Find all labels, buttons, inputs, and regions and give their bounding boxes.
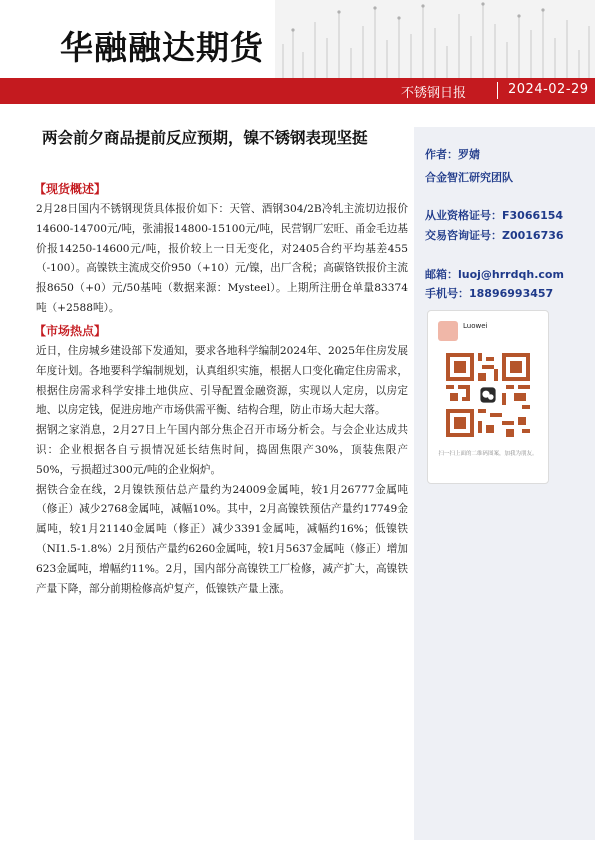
wechat-qr-code [446, 353, 530, 437]
section-heading-spot: 【现货概述】 [34, 182, 107, 196]
article-title: 两会前夕商品提前反应预期，镍不锈钢表现坚挺 [42, 129, 368, 147]
decorative-bar-graphic [275, 0, 595, 78]
section-body-market [36, 342, 408, 599]
report-date: 2024-02-29 [508, 82, 589, 97]
paragraph: 据钢之家消息，2月27日上午国内部分焦企召开市场分析会。与会企业达成共识：企业根据各自亏损情况延长结焦时间，捣固焦限产30%，顶装焦限产50%，亏损超过300元/吨的企业焖炉。 [36, 424, 408, 476]
research-team: 合金智汇研究团队 [425, 171, 513, 184]
qr-avatar [438, 321, 458, 341]
paragraph: 据铁合金在线，2月镍铁预估总产量约为24009金属吨，较1月26777金属吨（修正）减少2768金属吨，减幅10%。其中，2月高镍铁预估产量约17749金属吨，较1月21140金属吨（修正）减少3391金属吨，减幅约16%；低镍铁（NI1.5-1.8%）2月预估产量约6260金属吨，较1月5637金属吨（修正）增加623金属吨，增幅约11%。2月，国内部分高镍铁工厂检修，减产扩大，高镍铁产量下降，部分前期检修高炉复产，低镍铁产量上涨。 [36, 483, 408, 595]
paragraph: 近日，住房城乡建设部下发通知，要求各地科学编制2024年、2025年住房发展年度计划。各地要科学编制规划，认真组织实施，根据人口变化确定住房需求，根据住房需求科学安排土地供应、引导配置金融资源，实现以人定房，以房定地、以房定钱，促进房地产市场供需平衡、结构合理，防止市场大起大落。 [36, 345, 408, 417]
consult-number: 交易咨询证号：Z0016736 [425, 229, 564, 242]
section-body-spot [36, 200, 408, 319]
report-header [0, 0, 595, 78]
qr-profile-name: Luowei [463, 322, 488, 330]
wechat-qr-card [427, 310, 549, 484]
license-number: 从业资格证号：F3066154 [425, 209, 564, 222]
section-heading-market: 【市场热点】 [34, 324, 107, 338]
report-title-band [0, 78, 595, 104]
author-name: 作者：罗婧 [425, 148, 480, 161]
email-link[interactable]: 邮箱：luoj@hrrdqh.com [425, 268, 564, 281]
brand-logo-text: 华融融达期货 [60, 28, 264, 67]
qr-caption: 扫一扫上面的二维码图案，加我为朋友。 [438, 451, 538, 457]
paragraph: 2月28日国内不锈钢现货具体报价如下：天管、酒钢304/2B冷轧主流切边报价14600-14700元/吨，张浦报14800-15100元/吨，民营钢厂宏旺、甬金毛边基价报14250-14600元/吨，报价较上一日无变化，对2405合约平均基差455（-100）。高镍铁主流成交价950（+10）元/镍，出厂含税；高碳铬铁报价主流报8650（+0）元/50基吨（数据来源：Mysteel）。上期所注册仓单量83374吨（+2588吨）。 [36, 203, 408, 314]
band-divider [497, 82, 498, 99]
report-name: 不锈钢日报 [401, 86, 467, 101]
phone-number: 手机号：18896993457 [425, 287, 554, 300]
